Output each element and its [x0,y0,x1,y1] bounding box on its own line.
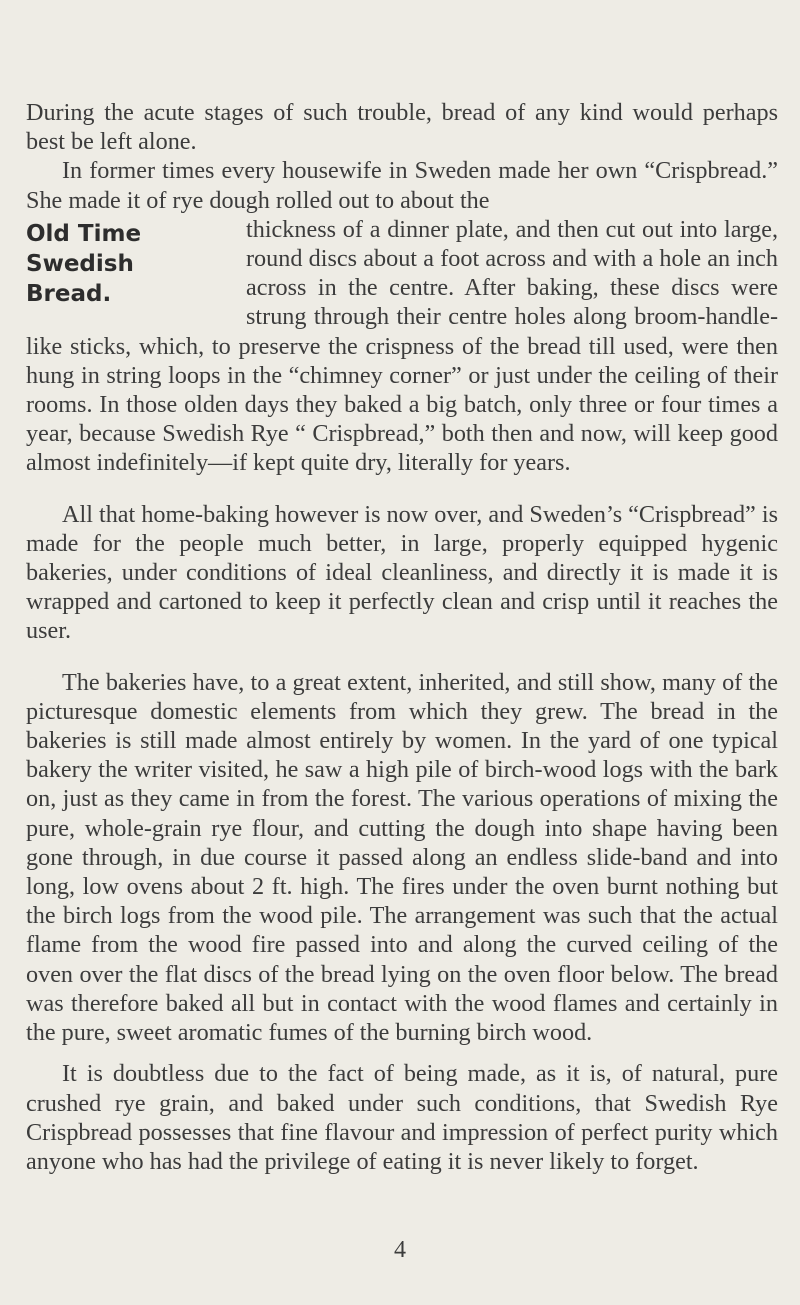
side-heading-line-1: Old Time [26,220,142,247]
paragraph-5: It is doubtless due to the fact of being made, as it is, of natural, pure crushed rye grain, and baked under such conditions, that Swedish Rye Crispbread possesses that fine flavour and impression of perfect purity which anyone who has had the privilege of eating it is never likely to forget. [26,1060,778,1175]
paragraph-4: The bakeries have, to a great extent, inherited, and still show, many of the picturesque domestic elements from which they grew. The bread in the bakeries is still made almost entirely by women. In the yard of one typical bakery the writer visited, he saw a high pile of birch-wood logs with the bark on, just as they came in from the forest. The various operations of mixing the pure, whole-grain rye flour, and cutting the dough into shape having been gone through, in due course it passed along an endless slide-band and into long, low ovens about 2 ft. high. The fires under the oven burnt nothing but the birch logs from the wood pile. The arrangement was such that the actual flame from the wood fire passed into and along the curved ceiling of the oven over the flat discs of the bread lying on the oven floor below. The bread was therefore baked all but in contact with the wood flames and certainly in the pure, sweet aromatic fumes of the burning birch wood. [26,668,778,1047]
side-heading-line-2: Swedish [26,250,134,277]
paragraph-3: All that home-baking however is now over, and Sweden’s “Crispbread” is made for the people much better, in large, properly equipped hygenic bakeries, under conditions of ideal cleanliness, and directly it is made it is wrapped and cartoned to keep it perfectly clean and crisp until it reaches the user. [26,500,778,645]
paragraph-2-body: thickness of a dinner plate, and then cut out into large, round discs about a foot across and with a hole an inch across in the centre. After baking, these discs were strung through their centre holes along broom-handle-like sticks, which, to preserve the crispness of the bread till used, were then hung in string loops in the “chimney corner” or just under the ceiling of their rooms. In those olden days they baked a big batch, only three or four times a year, because Swedish Rye “ Crispbread,” both then and now, will keep good almost indefinitely—if kept quite dry, literally for years. [26,215,778,477]
paragraph-2-intro: In former times every housewife in Sweden made her own “Crispbread.” She made it of rye dough rolled out to about the [26,157,778,214]
paragraph-1: During the acute stages of such trouble, bread of any kind would perhaps best be left alone. [26,99,778,156]
side-heading-line-3: Bread. [26,280,112,307]
document-page [26,98,778,1176]
side-heading [26,219,238,309]
page-number: 4 [394,1237,406,1263]
